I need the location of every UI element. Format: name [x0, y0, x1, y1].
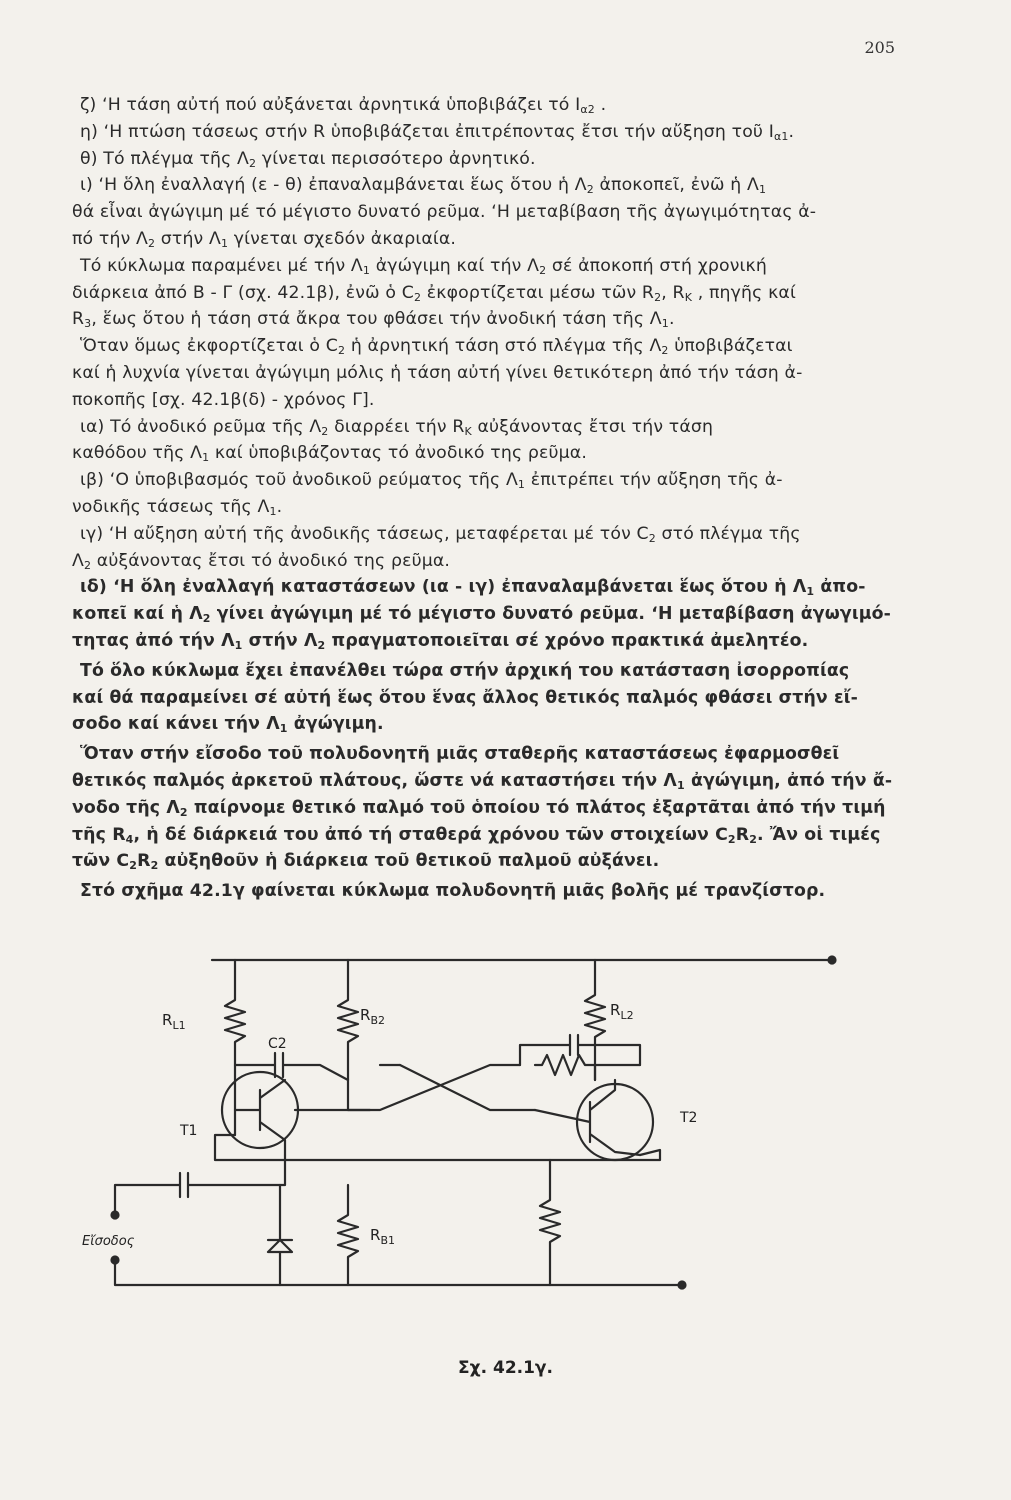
resistor-rb1	[338, 1185, 358, 1285]
page-number: 205	[864, 38, 895, 57]
resistor-rl2	[585, 960, 605, 1080]
text-line: καί θά παραμείνει σέ αὐτή ἕως ὅτου ἕνας ἄλλος θετικός παλμός φθάσει στήν εἴ-	[72, 687, 858, 708]
label-rl2: $R_{L2}$	[610, 1001, 634, 1022]
text-line: ιβ) ‘Ο ὑποβιβασμός τοῦ ἀνοδικοῦ ρεύματος τῆς $\Lambda_1$ ἐπιτρέπει τήν αὔξηση τῆς ἀ-	[80, 470, 783, 492]
label-rb1: $R_{B1}$	[370, 1226, 395, 1247]
text-line: ιγ) ‘Η αὔξηση αὐτή τῆς ἀνοδικῆς τάσεως, μεταφέρεται μέ τόν $C_2$ στό πλέγμα τῆς	[80, 523, 801, 545]
text-line: $R_3$, ἕως ὅτου ἡ τάση στά ἄκρα του φθάσει τήν ἀνοδική τάση τῆς $\Lambda_1$.	[72, 309, 675, 331]
supply-terminal	[829, 957, 836, 964]
label-rb2: $R_{B2}$	[360, 1006, 385, 1027]
resistor-r3	[540, 1160, 560, 1285]
text-line: πό τήν $\Lambda_2$ στήν $\Lambda_1$ γίνεται σχεδόν ἀκαριαία.	[72, 228, 457, 250]
label-t1: T1	[180, 1123, 198, 1139]
text-line: ποκοπῆς [σχ. 42.1β(δ) - χρόνος Γ].	[72, 389, 375, 410]
resistor-rb2	[338, 960, 358, 1110]
input-terminal	[112, 1212, 119, 1219]
cross-wire-a	[295, 1065, 520, 1110]
text-line: Τό ὅλο κύκλωμα ἔχει ἐπανέλθει τώρα στήν ἀρχική του κατάσταση ἰσορροπίας	[80, 660, 850, 681]
text-line: διάρκεια ἀπό Β - Γ (σχ. 42.1β), ἐνῶ ὁ $C_2$ ἐκφορτίζεται μέσω τῶν $R_2$, $R_K$ , πηγῆς καί	[72, 282, 796, 304]
text-line: ια) Τό ἀνοδικό ρεῦμα τῆς $\Lambda_2$ διαρρέει τήν $R_K$ αὐξάνοντας ἔτσι τήν τάση	[80, 416, 714, 438]
text-line: τητας ἀπό τήν $\Lambda_1$ στήν $\Lambda_2$ πραγματοποιεῖται σέ χρόνο πρακτικά ἀμελητέο.	[72, 630, 809, 652]
text-line: κοπεῖ καί ἡ $\Lambda_2$ γίνει ἀγώγιμη μέ τό μέγιστο δυνατό ρεῦμα. ‘Η μεταβίβαση ἀγωγιμό-	[72, 604, 891, 626]
text-line: Στό σχῆμα 42.1γ φαίνεται κύκλωμα πολυδονητῆ μιᾶς βολῆς μέ τρανζίστορ.	[80, 881, 826, 902]
figure-caption: Σχ. 42.1γ.	[458, 1358, 553, 1378]
text-line: Ὅταν στήν εἴσοδο τοῦ πολυδονητῆ μιᾶς σταθερῆς καταστάσεως ἐφαρμοσθεῖ	[80, 744, 840, 765]
text-line: θ) Τό πλέγμα τῆς $\Lambda_2$ γίνεται περισσότερο ἀρνητικό.	[80, 148, 536, 170]
resistor-rl1	[225, 960, 245, 1135]
label-rl1: $R_{L1}$	[162, 1011, 186, 1032]
text-line: καί ἡ λυχνία γίνεται ἀγώγιμη μόλις ἡ τάση αὐτή γίνει θετικότερη ἀπό τήν τάση ἀ-	[72, 362, 803, 383]
text-line: ι) ‘Η ὅλη ἐναλλαγή (ε - θ) ἐπαναλαμβάνεται ἕως ὅτου ἡ $\Lambda_2$ ἀποκοπεῖ, ἐνῶ ἡ $\Lambda_1$	[80, 175, 767, 197]
label-c2: C2	[268, 1036, 287, 1052]
cross-wire-c	[400, 1065, 535, 1110]
text-line: θά εἶναι ἀγώγιμη μέ τό μέγιστο δυνατό ρεῦμα. ‘Η μεταβίβαση τῆς ἀγωγιμότητας ἀ-	[72, 202, 817, 223]
resistor-r2	[535, 1055, 640, 1075]
label-t2: T2	[680, 1110, 698, 1126]
text-line: $\Lambda_2$ αὐξάνοντας ἔτσι τό ἀνοδικό της ρεῦμα.	[72, 550, 451, 572]
body-text	[72, 92, 895, 905]
text-line: νοδικῆς τάσεως τῆς $\Lambda_1$.	[72, 496, 283, 518]
text-line: τῶν $C_2R_2$ αὐξηθοῦν ἡ διάρκεια τοῦ θετικοῦ παλμοῦ αὐξάνει.	[72, 851, 660, 873]
capacitor-c2	[235, 1053, 348, 1080]
diode	[268, 1185, 292, 1285]
text-line: Ὅταν ὅμως ἐκφορτίζεται ὁ $C_2$ ἡ ἀρνητική τάση στό πλέγμα τῆς $\Lambda_2$ ὑποβιβάζεται	[80, 336, 793, 358]
label-input: Εἴσοδος	[82, 1234, 135, 1249]
text-line: ζ) ‘Η τάση αὐτή πού αὐξάνεται ἀρνητικά ὑποβιβάζει τό $I_{\alpha 2}$ .	[80, 95, 607, 116]
capacitor-c1	[520, 1035, 640, 1065]
input-capacitor	[115, 1160, 285, 1215]
text-line: σοδο καί κάνει τήν $\Lambda_1$ ἀγώγιμη.	[72, 714, 384, 736]
circuit-schematic	[80, 940, 920, 1330]
schematic-svg	[80, 940, 920, 1330]
text-line: ιδ) ‘Η ὅλη ἐναλλαγή καταστάσεων (ια - ιγ) ἐπαναλαμβάνεται ἕως ὅτου ἡ $\Lambda_1$ ἀπο-	[80, 577, 866, 599]
text-line: θετικός παλμός ἀρκετοῦ πλάτους, ὥστε νά καταστήσει τήν $\Lambda_1$ ἀγώγιμη, ἀπό τήν ἄ-	[72, 770, 893, 792]
text-line: Τό κύκλωμα παραμένει μέ τήν $\Lambda_1$ ἀγώγιμη καί τήν $\Lambda_2$ σέ ἀποκοπή στή χρονική	[80, 255, 767, 277]
text-line: τῆς $R_4$, ἡ δέ διάρκειά του ἀπό τή σταθερά χρόνου τῶν στοιχείων $C_2R_2$. Ἄν οἱ τιμές	[72, 824, 881, 846]
text-line: καθόδου τῆς $\Lambda_1$ καί ὑποβιβάζοντας τό ἀνοδικό της ρεῦμα.	[72, 443, 587, 465]
text-line: η) ‘Η πτώση τάσεως στήν R ὑποβιβάζεται ἐπιτρέποντας ἔτσι τήν αὔξηση τοῦ $I_{\alpha 1}$.	[80, 121, 795, 143]
text-line: νοδο τῆς $\Lambda_2$ παίρνομε θετικό παλμό τοῦ ὁποίου τό πλάτος ἐξαρτᾶται ἀπό τήν τιμή	[72, 797, 886, 819]
